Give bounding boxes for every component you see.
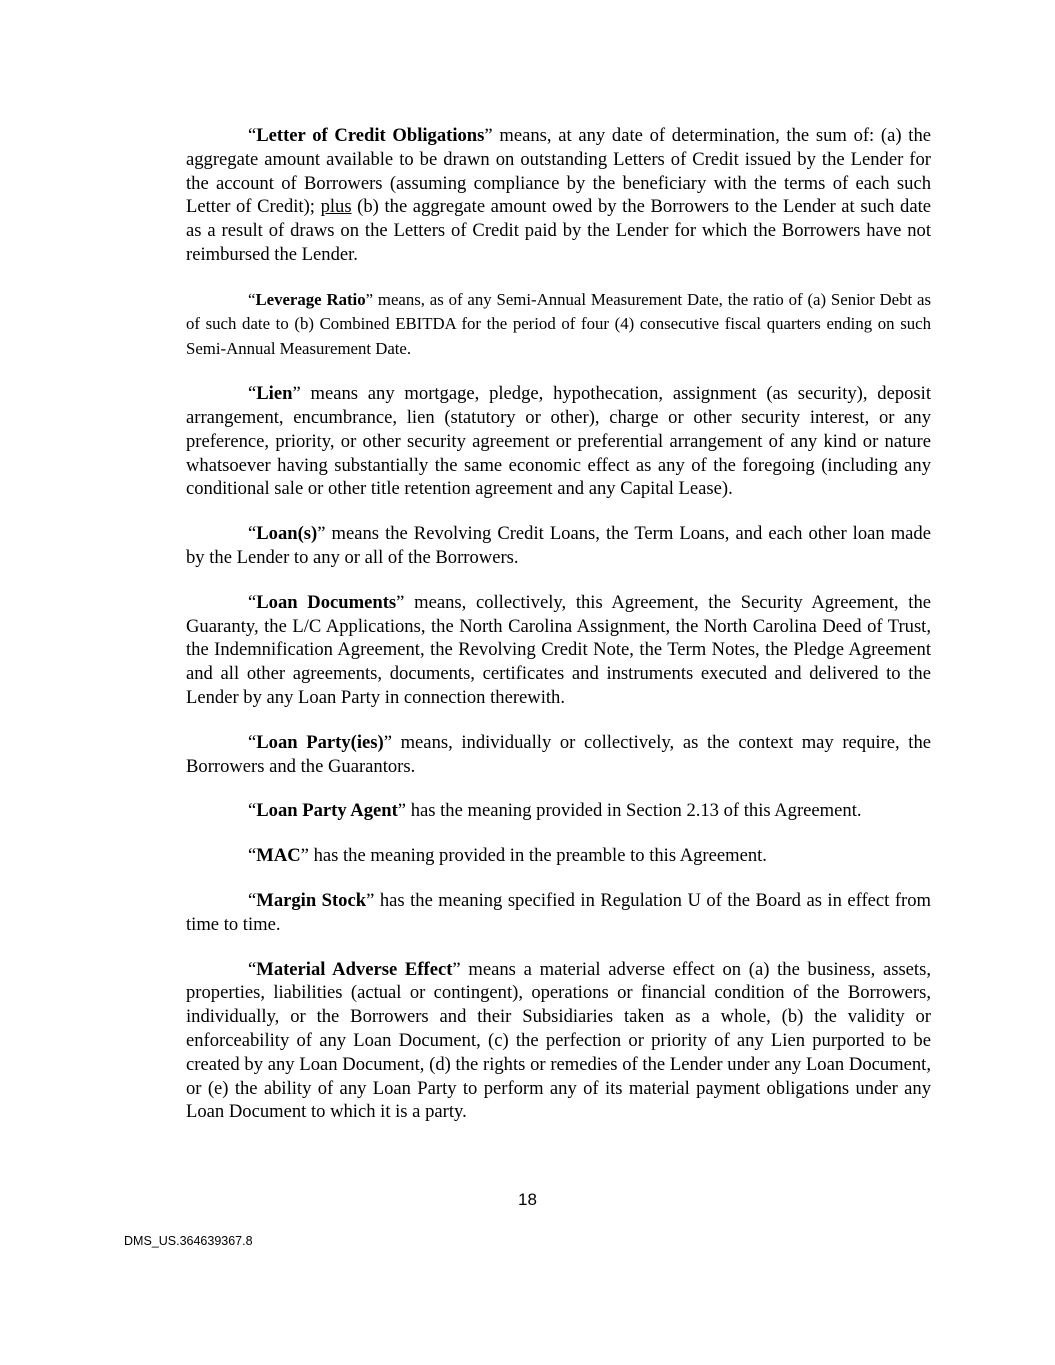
defined-term: Material Adverse Effect	[256, 958, 453, 980]
definition-material-adverse-effect: “Material Adverse Effect” means a material adverse effect on (a) the business, assets, properties, liabilities (actual or contingent), operations or financial condition of the Borrowers, individually, or the Borrowers and their Subsidiaries taken as a whole, (b) the validity or enforceability of any Loan Document, (c) the perfection or priority of any Lien purported to be created by any Loan Document, (d) the rights or remedies of the Lender under any Loan Document, or (e) the ability of any Loan Party to perform any of its material payment obligations under any Loan Document to which it is a party.	[186, 958, 931, 1123]
definition-text: has the meaning provided in Section 2.13 of this Agreement.	[406, 800, 862, 822]
definition-loan-party-agent: “Loan Party Agent” has the meaning provided in Section 2.13 of this Agreement.	[248, 800, 862, 822]
definition-text: has the meaning provided in the preamble to this Agreement.	[308, 845, 767, 867]
definition-letter-of-credit-obligations: “Letter of Credit Obligations” means, at any date of determination, the sum of: (a) the aggregate amount available to be drawn on outstanding Letters of Credit issued by the Lender for the account of Borrowers (assuming compliance by the beneficiary with the terms of each such Letter of Credit); plus (b) the aggregate amount owed by the Borrowers to the Lender at such date as a result of draws on the Letters of Credit paid by the Lender for which the Borrowers have not reimbursed the Lender.	[186, 125, 932, 265]
definition-text: means, as of any Semi-Annual Measurement Date, the ratio of (a) Senior Debt as of such date to (b) Combined EBITDA for the period of four (4) consecutive fiscal quarters ending on such Semi-Annual Measurement Date.	[186, 289, 931, 358]
defined-term: MAC	[256, 845, 301, 867]
defined-term: Margin Stock	[256, 890, 367, 912]
definition-loans: “Loan(s)” means the Revolving Credit Loans, the Term Loans, and each other loan made by the Lender to any or all of the Borrowers.	[186, 523, 931, 569]
definition-text: means a material adverse effect on (a) the business, assets, properties, liabilities (actual or contingent), operations or financial condition of the Borrowers, individually, or the Borrowers and their Subsidiaries taken as a whole, (b) the validity or enforceability of any Loan Document, (c) the perfection or priority of any Lien purported to be created by any Loan Document, (d) the rights or remedies of the Lender under any Loan Document, or (e) the ability of any Loan Party to perform any of its material payment obligations under any Loan Document to which it is a party.	[186, 958, 931, 1123]
definition-lien: “Lien” means any mortgage, pledge, hypothecation, assignment (as security), deposit arrangement, encumbrance, lien (statutory or other), charge or other security interest, or any preference, priority, or other security agreement or preferential arrangement of any kind or nature whatsoever having substantially the same economic effect as any of the foregoing (including any conditional sale or other title retention agreement and any Capital Lease).	[186, 383, 931, 500]
definition-text: has the meaning specified in Regulation U of the Board as in effect from time to time.	[186, 890, 931, 935]
defined-term: Loan Party(ies)	[256, 731, 384, 753]
defined-term: Loan(s)	[256, 523, 318, 545]
defined-term: Loan Party Agent	[256, 800, 398, 822]
definition-text: (b) the aggregate amount owed by the Borrowers to the Lender at such date as a result of draws on the Letters of Credit paid by the Lender for which the Borrowers have not reimbursed the Lender.	[186, 196, 931, 265]
underlined-word: plus	[320, 196, 352, 218]
definition-text: means, individually or collectively, as the context may require, the Borrowers and the Guarantors.	[186, 731, 931, 777]
definition-leverage-ratio: “Leverage Ratio” means, as of any Semi-Annual Measurement Date, the ratio of (a) Senior Debt as of such date to (b) Combined EBITDA for the period of four (4) consecutive fiscal quarters ending on such Semi-Annual Measurement Date.	[186, 289, 931, 358]
defined-term: Leverage Ratio	[255, 289, 366, 309]
definition-text: means any mortgage, pledge, hypothecation, assignment (as security), deposit arrangement, encumbrance, lien (statutory or other), charge or other security interest, or any preference, priority, or other security agreement or preferential arrangement of any kind or nature whatsoever having substantially the same economic effect as any of the foregoing (including any conditional sale or other title retention agreement and any Capital Lease).	[186, 383, 931, 500]
definition-loan-documents: “Loan Documents” means, collectively, this Agreement, the Security Agreement, the Guaranty, the L/C Applications, the North Carolina Assignment, the North Carolina Deed of Trust, the Indemnification Agreement, the Revolving Credit Note, the Term Notes, the Pledge Agreement and all other agreements, documents, certificates and instruments executed and delivered to the Lender by any Loan Party in connection therewith.	[186, 591, 931, 709]
defined-term: Letter of Credit Obligations	[256, 125, 485, 146]
page-number: 18	[518, 1190, 537, 1209]
definition-text: means the Revolving Credit Loans, the Term Loans, and each other loan made by the Lender to any or all of the Borrowers.	[186, 523, 931, 569]
definition-margin-stock: “Margin Stock” has the meaning specified in Regulation U of the Board as in effect from time to time.	[186, 890, 931, 935]
definition-loan-parties: “Loan Party(ies)” means, individually or collectively, as the context may require, the Borrowers and the Guarantors.	[186, 731, 931, 777]
document-id: DMS_US.364639367.8	[124, 1234, 253, 1248]
defined-term: Loan Documents	[256, 591, 397, 613]
definition-mac: “MAC” has the meaning provided in the preamble to this Agreement.	[248, 845, 767, 867]
definition-text: means, collectively, this Agreement, the Security Agreement, the Guaranty, the L/C Applications, the North Carolina Assignment, the North Carolina Deed of Trust, the Indemnification Agreement, the Revolving Credit Note, the Term Notes, the Pledge Agreement and all other agreements, documents, certificates and instruments executed and delivered to the Lender by any Loan Party in connection therewith.	[186, 591, 931, 709]
defined-term: Lien	[256, 383, 293, 405]
definition-text: means, at any date of determination, the sum of: (a) the aggregate amount available to be drawn on outstanding Letters of Credit issued by the Lender for the account of Borrowers (assuming compliance by the beneficiary with the terms of each such Letter of Credit);	[186, 125, 932, 218]
document-body	[186, 124, 931, 1145]
